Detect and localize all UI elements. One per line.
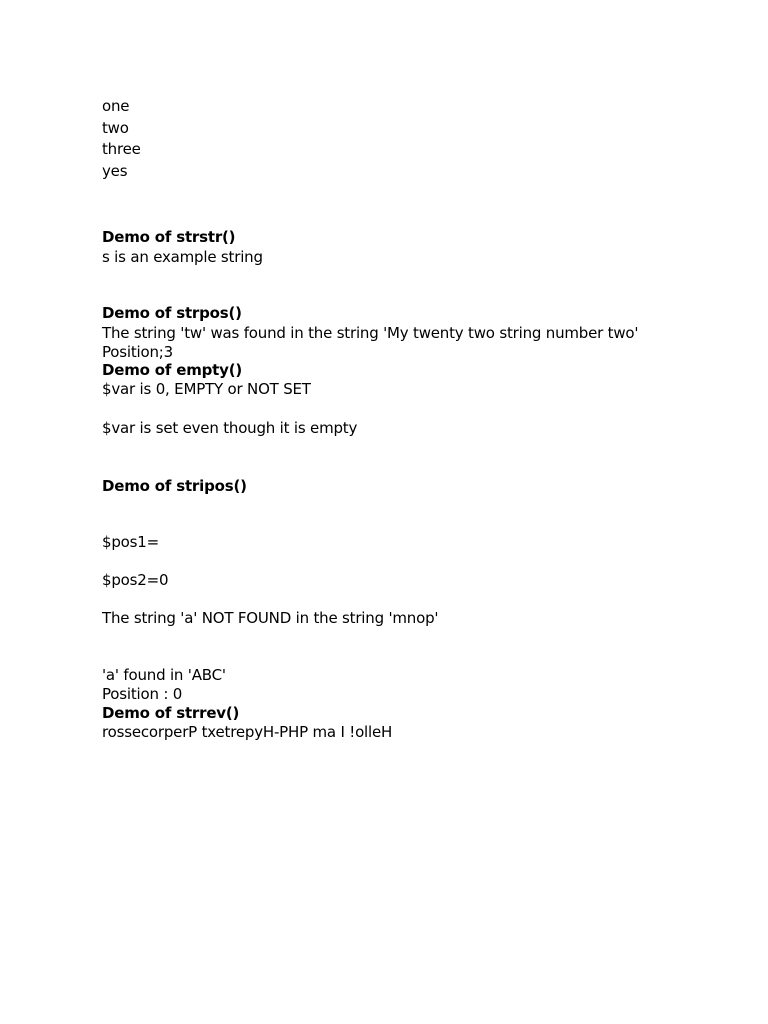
section-heading: Demo of strpos() [102, 304, 242, 322]
output-line: Position;3 [102, 343, 174, 361]
output-line: The string 'a' NOT FOUND in the string 'mnop' [102, 609, 439, 627]
output-line: one [102, 97, 130, 115]
output-line: yes [102, 162, 128, 180]
section-heading: Demo of strrev() [102, 704, 240, 722]
section-heading: Demo of empty() [102, 361, 243, 379]
output-line: $pos2=0 [102, 571, 169, 589]
output-line: 'a' found in 'ABC' [102, 666, 226, 684]
output-line: Position : 0 [102, 685, 183, 703]
output-line: two [102, 119, 129, 137]
output-line: s is an example string [102, 248, 263, 266]
output-line: $var is set even though it is empty [102, 419, 358, 437]
section-heading: Demo of strstr() [102, 228, 236, 246]
output-line: The string 'tw' was found in the string 'My twenty two string number two' [102, 324, 639, 342]
output-line: $pos1= [102, 533, 159, 551]
section-heading: Demo of stripos() [102, 477, 247, 495]
output-line: rossecorperP txetrepyH-PHP ma I !olleH [102, 723, 393, 741]
output-line: $var is 0, EMPTY or NOT SET [102, 380, 311, 398]
output-line: three [102, 140, 141, 158]
